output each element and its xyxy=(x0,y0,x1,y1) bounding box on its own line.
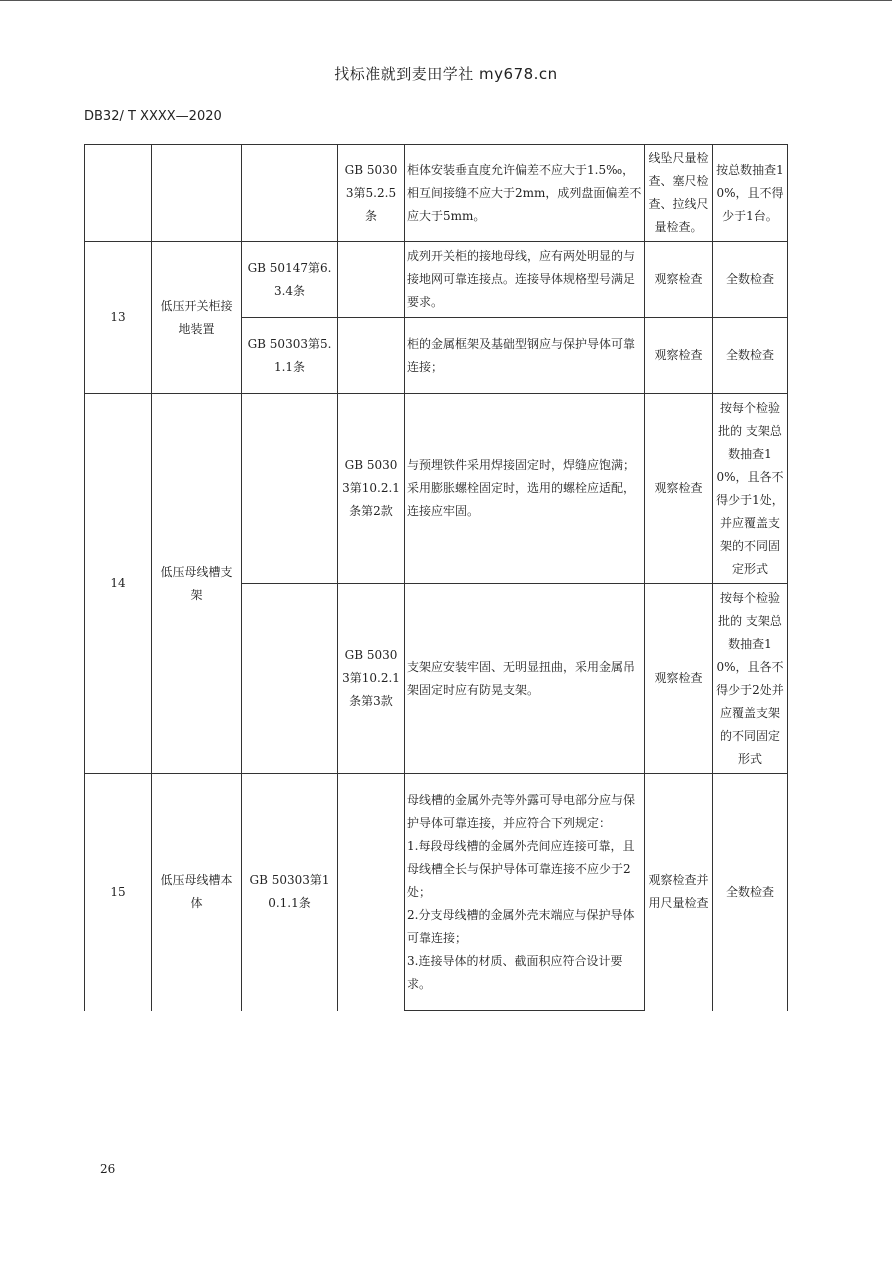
requirement-cell: 柜的金属框架及基础型钢应与保护导体可靠连接； xyxy=(405,318,645,394)
page-number: 26 xyxy=(100,1162,116,1176)
general-clause-cell xyxy=(338,774,405,1011)
general-clause-cell xyxy=(338,318,405,394)
main-clause-cell: GB 50303第5.1.1条 xyxy=(242,318,338,394)
inspection-method-cell: 线坠尺量检查、塞尺检查、拉线尺量检查。 xyxy=(645,145,713,242)
inspection-method-cell: 观察检查 xyxy=(645,242,713,318)
inspection-table xyxy=(84,144,788,1011)
document-code: DB32/ T XXXX—2020 xyxy=(84,109,222,124)
top-border-line xyxy=(0,0,892,1)
requirement-cell: 与预埋铁件采用焊接固定时，焊缝应饱满；采用膨胀螺栓固定时，选用的螺栓应适配，连接应牢固。 xyxy=(405,394,645,584)
item-name-cell: 低压母线槽支架 xyxy=(152,394,242,774)
main-clause-cell xyxy=(242,584,338,774)
main-clause-cell: GB 50303第10.1.1条 xyxy=(242,774,338,1011)
inspection-scope-cell: 全数检查 xyxy=(713,318,788,394)
general-clause-cell: GB 50303第10.2.1条第3款 xyxy=(338,584,405,774)
site-header-text: 找标准就到麦田学社 my678.cn xyxy=(334,65,558,83)
requirement-cell: 支架应安装牢固、无明显扭曲，采用金属吊架固定时应有防晃支架。 xyxy=(405,584,645,774)
requirement-cell: 成列开关柜的接地母线，应有两处明显的与接地网可靠连接点。连接导体规格型号满足要求。 xyxy=(405,242,645,318)
general-clause-cell xyxy=(338,242,405,318)
requirement-line: 2.分支母线槽的金属外壳末端应与保护导体可靠连接； xyxy=(407,907,635,945)
table-row xyxy=(85,774,788,1011)
item-name-cell: 低压开关柜接地装置 xyxy=(152,242,242,394)
requirement-line: 1.每段母线槽的金属外壳间应连接可靠，且母线槽全长与保护导体可靠连接不应少于2处； xyxy=(407,838,635,899)
item-number-cell xyxy=(85,145,152,242)
main-clause-cell: GB 50147第6.3.4条 xyxy=(242,242,338,318)
main-clause-cell xyxy=(242,394,338,584)
requirement-cell xyxy=(405,774,645,1011)
general-clause-cell: GB 50303第5.2.5条 xyxy=(338,145,405,242)
table-row xyxy=(85,394,788,584)
inspection-scope-cell: 全数检查 xyxy=(713,774,788,1011)
requirement-line: 母线槽的金属外壳等外露可导电部分应与保护导体可靠连接，并应符合下列规定： xyxy=(407,792,636,830)
inspection-method-cell: 观察检查 xyxy=(645,318,713,394)
item-name-cell xyxy=(152,145,242,242)
item-number-cell: 15 xyxy=(85,774,152,1011)
item-number-cell: 14 xyxy=(85,394,152,774)
main-clause-cell xyxy=(242,145,338,242)
general-clause-cell: GB 50303第10.2.1条第2款 xyxy=(338,394,405,584)
requirement-cell: 柜体安装垂直度允许偏差不应大于1.5‰，相互间接缝不应大于2mm，成列盘面偏差不应大于5mm。 xyxy=(405,145,645,242)
item-name-cell: 低压母线槽本体 xyxy=(152,774,242,1011)
table-row xyxy=(85,242,788,318)
table-row xyxy=(85,145,788,242)
inspection-scope-cell: 按每个检验批的 支架总数抽查10%，且各不得少于1处，并应覆盖支架的不同固定形式 xyxy=(713,394,788,584)
inspection-method-cell: 观察检查 xyxy=(645,394,713,584)
inspection-scope-cell: 全数检查 xyxy=(713,242,788,318)
item-number-cell: 13 xyxy=(85,242,152,394)
requirement-line: 3.连接导体的材质、截面积应符合设计要求。 xyxy=(407,953,623,991)
inspection-scope-cell: 按总数抽查10%，且不得少于1台。 xyxy=(713,145,788,242)
inspection-method-cell: 观察检查并用尺量检查 xyxy=(645,774,713,1011)
inspection-method-cell: 观察检查 xyxy=(645,584,713,774)
inspection-scope-cell: 按每个检验批的 支架总数抽查10%，且各不得少于2处并应覆盖支架的不同固定形式 xyxy=(713,584,788,774)
